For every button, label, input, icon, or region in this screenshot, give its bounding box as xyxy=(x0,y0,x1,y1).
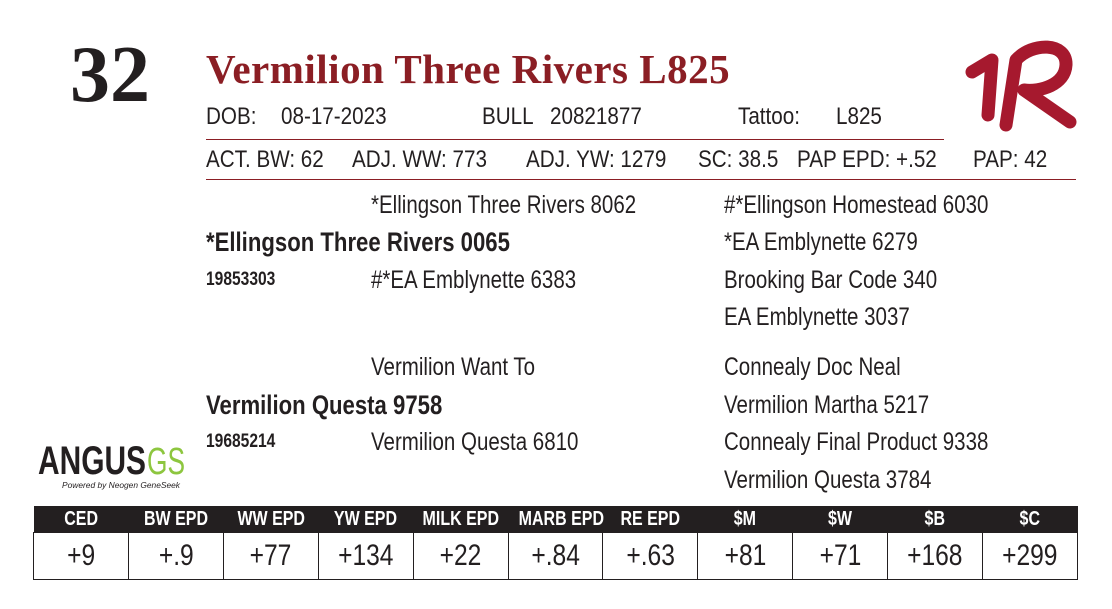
epd-value-row xyxy=(34,533,1078,580)
svg-text:GS: GS xyxy=(147,441,185,483)
epd-value: +81 xyxy=(698,533,793,580)
sire-registration: 19853303 xyxy=(206,269,276,290)
vr-brand-logo xyxy=(962,30,1080,150)
dam-sire-sire: Connealy Doc Neal xyxy=(724,353,901,381)
epd-header: BW EPD xyxy=(128,506,223,533)
epd-value: +77 xyxy=(223,533,318,580)
actual-birth-weight: ACT. BW: 62 xyxy=(206,146,324,173)
dam-dam-dam: Vermilion Questa 3784 xyxy=(724,466,932,494)
adjusted-weaning-weight: ADJ. WW: 773 xyxy=(352,146,487,173)
angus-gs-logo xyxy=(38,432,188,492)
dam-name: Vermilion Questa 9758 xyxy=(206,390,443,420)
sire-dam: #*EA Emblynette 6383 xyxy=(371,266,577,294)
dam-sire-dam: Vermilion Martha 5217 xyxy=(724,391,930,419)
epd-value: +71 xyxy=(793,533,888,580)
epd-header: $M xyxy=(698,506,793,533)
lot-number: 32 xyxy=(70,31,150,119)
epd-header: MILK EPD xyxy=(413,506,508,533)
epd-header: YW EPD xyxy=(318,506,413,533)
sire-sire-dam: *EA Emblynette 6279 xyxy=(724,228,918,256)
epd-value: +.63 xyxy=(603,533,698,580)
tattoo-label: Tattoo: xyxy=(738,103,800,130)
epd-table xyxy=(33,506,1078,580)
divider-line-2 xyxy=(206,179,1076,180)
epd-header: WW EPD xyxy=(223,506,318,533)
sire-sire-sire: #*Ellingson Homestead 6030 xyxy=(724,191,989,219)
divider-line-1 xyxy=(206,139,944,140)
epd-value: +.84 xyxy=(508,533,603,580)
scrotal-circumference: SC: 38.5 xyxy=(698,146,779,173)
registration-number: 20821877 xyxy=(550,103,642,130)
sire-dam-sire: Brooking Bar Code 340 xyxy=(724,266,938,294)
tattoo-value: L825 xyxy=(836,103,882,130)
animal-name: Vermilion Three Rivers L825 xyxy=(206,46,731,92)
epd-header: MARB EPD xyxy=(508,506,603,533)
sire-name: *Ellingson Three Rivers 0065 xyxy=(206,227,510,257)
epd-value: +299 xyxy=(983,533,1078,580)
epd-header: $C xyxy=(983,506,1078,533)
epd-value: +.9 xyxy=(128,533,223,580)
sire-dam-dam: EA Emblynette 3037 xyxy=(724,303,910,331)
sex-label: BULL xyxy=(482,103,534,130)
epd-header-row xyxy=(34,506,1078,533)
adjusted-yearling-weight: ADJ. YW: 1279 xyxy=(526,146,667,173)
dam-sire: Vermilion Want To xyxy=(371,353,536,381)
svg-text:ANGUS: ANGUS xyxy=(38,439,146,483)
dam-registration: 19685214 xyxy=(206,431,276,452)
epd-value: +168 xyxy=(888,533,983,580)
pap-score: PAP: 42 xyxy=(973,146,1048,173)
epd-header: $B xyxy=(888,506,983,533)
epd-value: +134 xyxy=(318,533,413,580)
dam-dam: Vermilion Questa 6810 xyxy=(371,428,579,456)
svg-text:Powered by Neogen GeneSeek: Powered by Neogen GeneSeek xyxy=(62,481,182,490)
sire-sire: *Ellingson Three Rivers 8062 xyxy=(371,191,637,219)
dob-label: DOB: xyxy=(206,103,257,130)
epd-header: $W xyxy=(793,506,888,533)
pap-epd: PAP EPD: +.52 xyxy=(797,146,937,173)
epd-value: +9 xyxy=(34,533,129,580)
dob-value: 08-17-2023 xyxy=(281,103,387,130)
dam-dam-sire: Connealy Final Product 9338 xyxy=(724,428,989,456)
epd-value: +22 xyxy=(413,533,508,580)
epd-header: RE EPD xyxy=(603,506,698,533)
epd-header: CED xyxy=(34,506,129,533)
